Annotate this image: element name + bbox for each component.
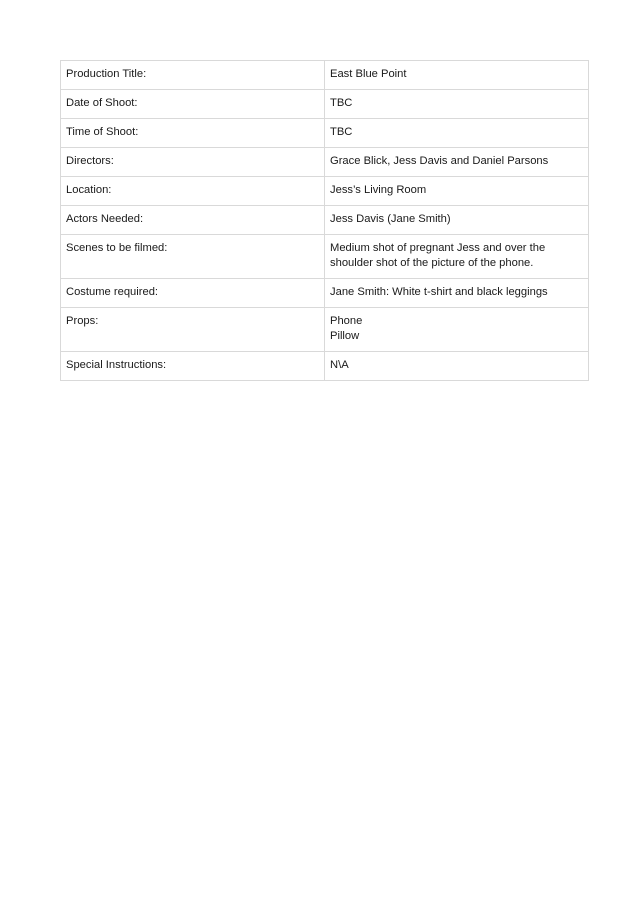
table-row: [61, 119, 589, 148]
field-label: Props:: [61, 308, 325, 352]
field-value: Jane Smith: White t-shirt and black leggings: [325, 279, 589, 308]
table-row: [61, 206, 589, 235]
table-row: [61, 61, 589, 90]
field-value: N\A: [325, 352, 589, 381]
field-value: Medium shot of pregnant Jess and over the shoulder shot of the picture of the phone.: [325, 235, 589, 279]
table-row: [61, 279, 589, 308]
field-value: East Blue Point: [325, 61, 589, 90]
field-value: Grace Blick, Jess Davis and Daniel Parsons: [325, 148, 589, 177]
field-value: TBC: [325, 90, 589, 119]
field-label: Actors Needed:: [61, 206, 325, 235]
field-label: Scenes to be filmed:: [61, 235, 325, 279]
field-label: Special Instructions:: [61, 352, 325, 381]
field-label: Costume required:: [61, 279, 325, 308]
table-row: [61, 352, 589, 381]
field-value: Jess Davis (Jane Smith): [325, 206, 589, 235]
field-label: Date of Shoot:: [61, 90, 325, 119]
table-row: [61, 177, 589, 206]
table-row: [61, 148, 589, 177]
field-label: Directors:: [61, 148, 325, 177]
table-row: [61, 90, 589, 119]
table-row: [61, 308, 589, 352]
field-label: Production Title:: [61, 61, 325, 90]
field-value: TBC: [325, 119, 589, 148]
field-label: Time of Shoot:: [61, 119, 325, 148]
field-value: Jess’s Living Room: [325, 177, 589, 206]
field-value: Phone Pillow: [325, 308, 589, 352]
table-row: [61, 235, 589, 279]
field-label: Location:: [61, 177, 325, 206]
production-info-table: [60, 60, 589, 381]
